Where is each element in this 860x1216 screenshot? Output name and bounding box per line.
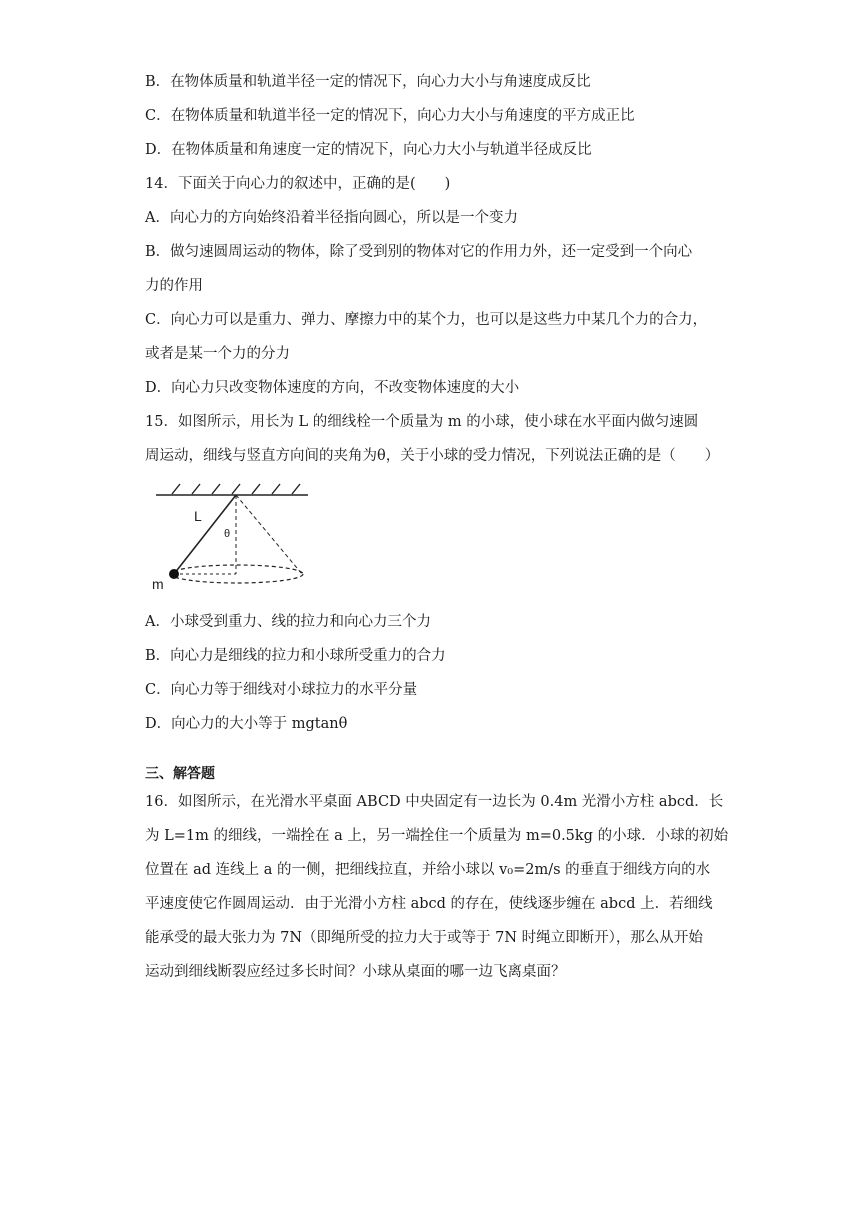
q16-line-4: 平速度使它作圆周运动．由于光滑小方柱 abcd 的存在，使线逐步缠在 abcd 上．若细线 bbox=[145, 896, 713, 912]
ceiling-hatch bbox=[172, 484, 300, 494]
orbit-ellipse bbox=[171, 565, 303, 583]
q14-option-d: D．向心力只改变物体速度的方向，不改变物体速度的大小 bbox=[145, 380, 520, 396]
q14-option-c-cont: 或者是某一个力的分力 bbox=[145, 346, 290, 362]
q14-option-c: C．向心力可以是重力、弹力、摩擦力中的某个力，也可以是这些力中某几个力的合力， bbox=[145, 312, 708, 328]
label-mass: m bbox=[152, 576, 164, 592]
ball bbox=[169, 569, 179, 579]
q13-option-d: D．在物体质量和角速度一定的情况下，向心力大小与轨道半径成反比 bbox=[145, 142, 592, 158]
q14-stem: 14．下面关于向心力的叙述中，正确的是( ) bbox=[145, 176, 451, 192]
q14-option-a: A．向心力的方向始终沿着半径指向圆心，所以是一个变力 bbox=[145, 210, 518, 226]
q16-line-2: 为 L=1m 的细线，一端拴在 a 上，另一端拴住一个质量为 m=0.5kg 的小球．小球的初始 bbox=[145, 828, 729, 844]
q15-option-b: B．向心力是细线的拉力和小球所受重力的合力 bbox=[145, 648, 446, 664]
q15-option-d: D．向心力的大小等于 mgtanθ bbox=[145, 716, 348, 732]
q16-line-5: 能承受的最大张力为 7N（即绳所受的拉力大于或等于 7N 时绳立即断开），那么从开始 bbox=[145, 930, 703, 946]
q16-line-1: 16．如图所示，在光滑水平桌面 ABCD 中央固定有一边长为 0.4m 光滑小方柱 abcd．长 bbox=[145, 794, 724, 810]
q16-line-3: 位置在 ad 连线上 a 的一侧，把细线拉直，并给小球以 v₀=2m/s 的垂直于细线方向的水 bbox=[145, 862, 711, 878]
q15-option-c: C．向心力等于细线对小球拉力的水平分量 bbox=[145, 682, 418, 698]
q13-option-c: C．在物体质量和轨道半径一定的情况下，向心力大小与角速度的平方成正比 bbox=[145, 108, 635, 124]
q14-option-b: B．做匀速圆周运动的物体，除了受到别的物体对它的作用力外，还一定受到一个向心 bbox=[145, 244, 693, 260]
q16-line-6: 运动到细线断裂应经过多长时间？小球从桌面的哪一边飞离桌面？ bbox=[145, 964, 566, 980]
section-heading: 三、解答题 bbox=[145, 766, 215, 782]
q13-option-b: B．在物体质量和轨道半径一定的情况下，向心力大小与角速度成反比 bbox=[145, 74, 591, 90]
q15-option-a: A．小球受到重力、线的拉力和向心力三个力 bbox=[145, 614, 431, 630]
label-angle: θ bbox=[224, 528, 231, 540]
q15-stem-line-1: 15．如图所示，用长为 L 的细线栓一个质量为 m 的小球，使小球在水平面内做匀速圆 bbox=[145, 414, 699, 430]
q14-option-b-cont: 力的作用 bbox=[145, 278, 203, 294]
label-length: L bbox=[194, 508, 202, 524]
conical-pendulum-figure bbox=[150, 478, 315, 598]
cone-dashed-side bbox=[236, 495, 302, 574]
q15-stem-line-2: 周运动，细线与竖直方向间的夹角为θ，关于小球的受力情况，下列说法正确的是（ ） bbox=[145, 448, 720, 464]
